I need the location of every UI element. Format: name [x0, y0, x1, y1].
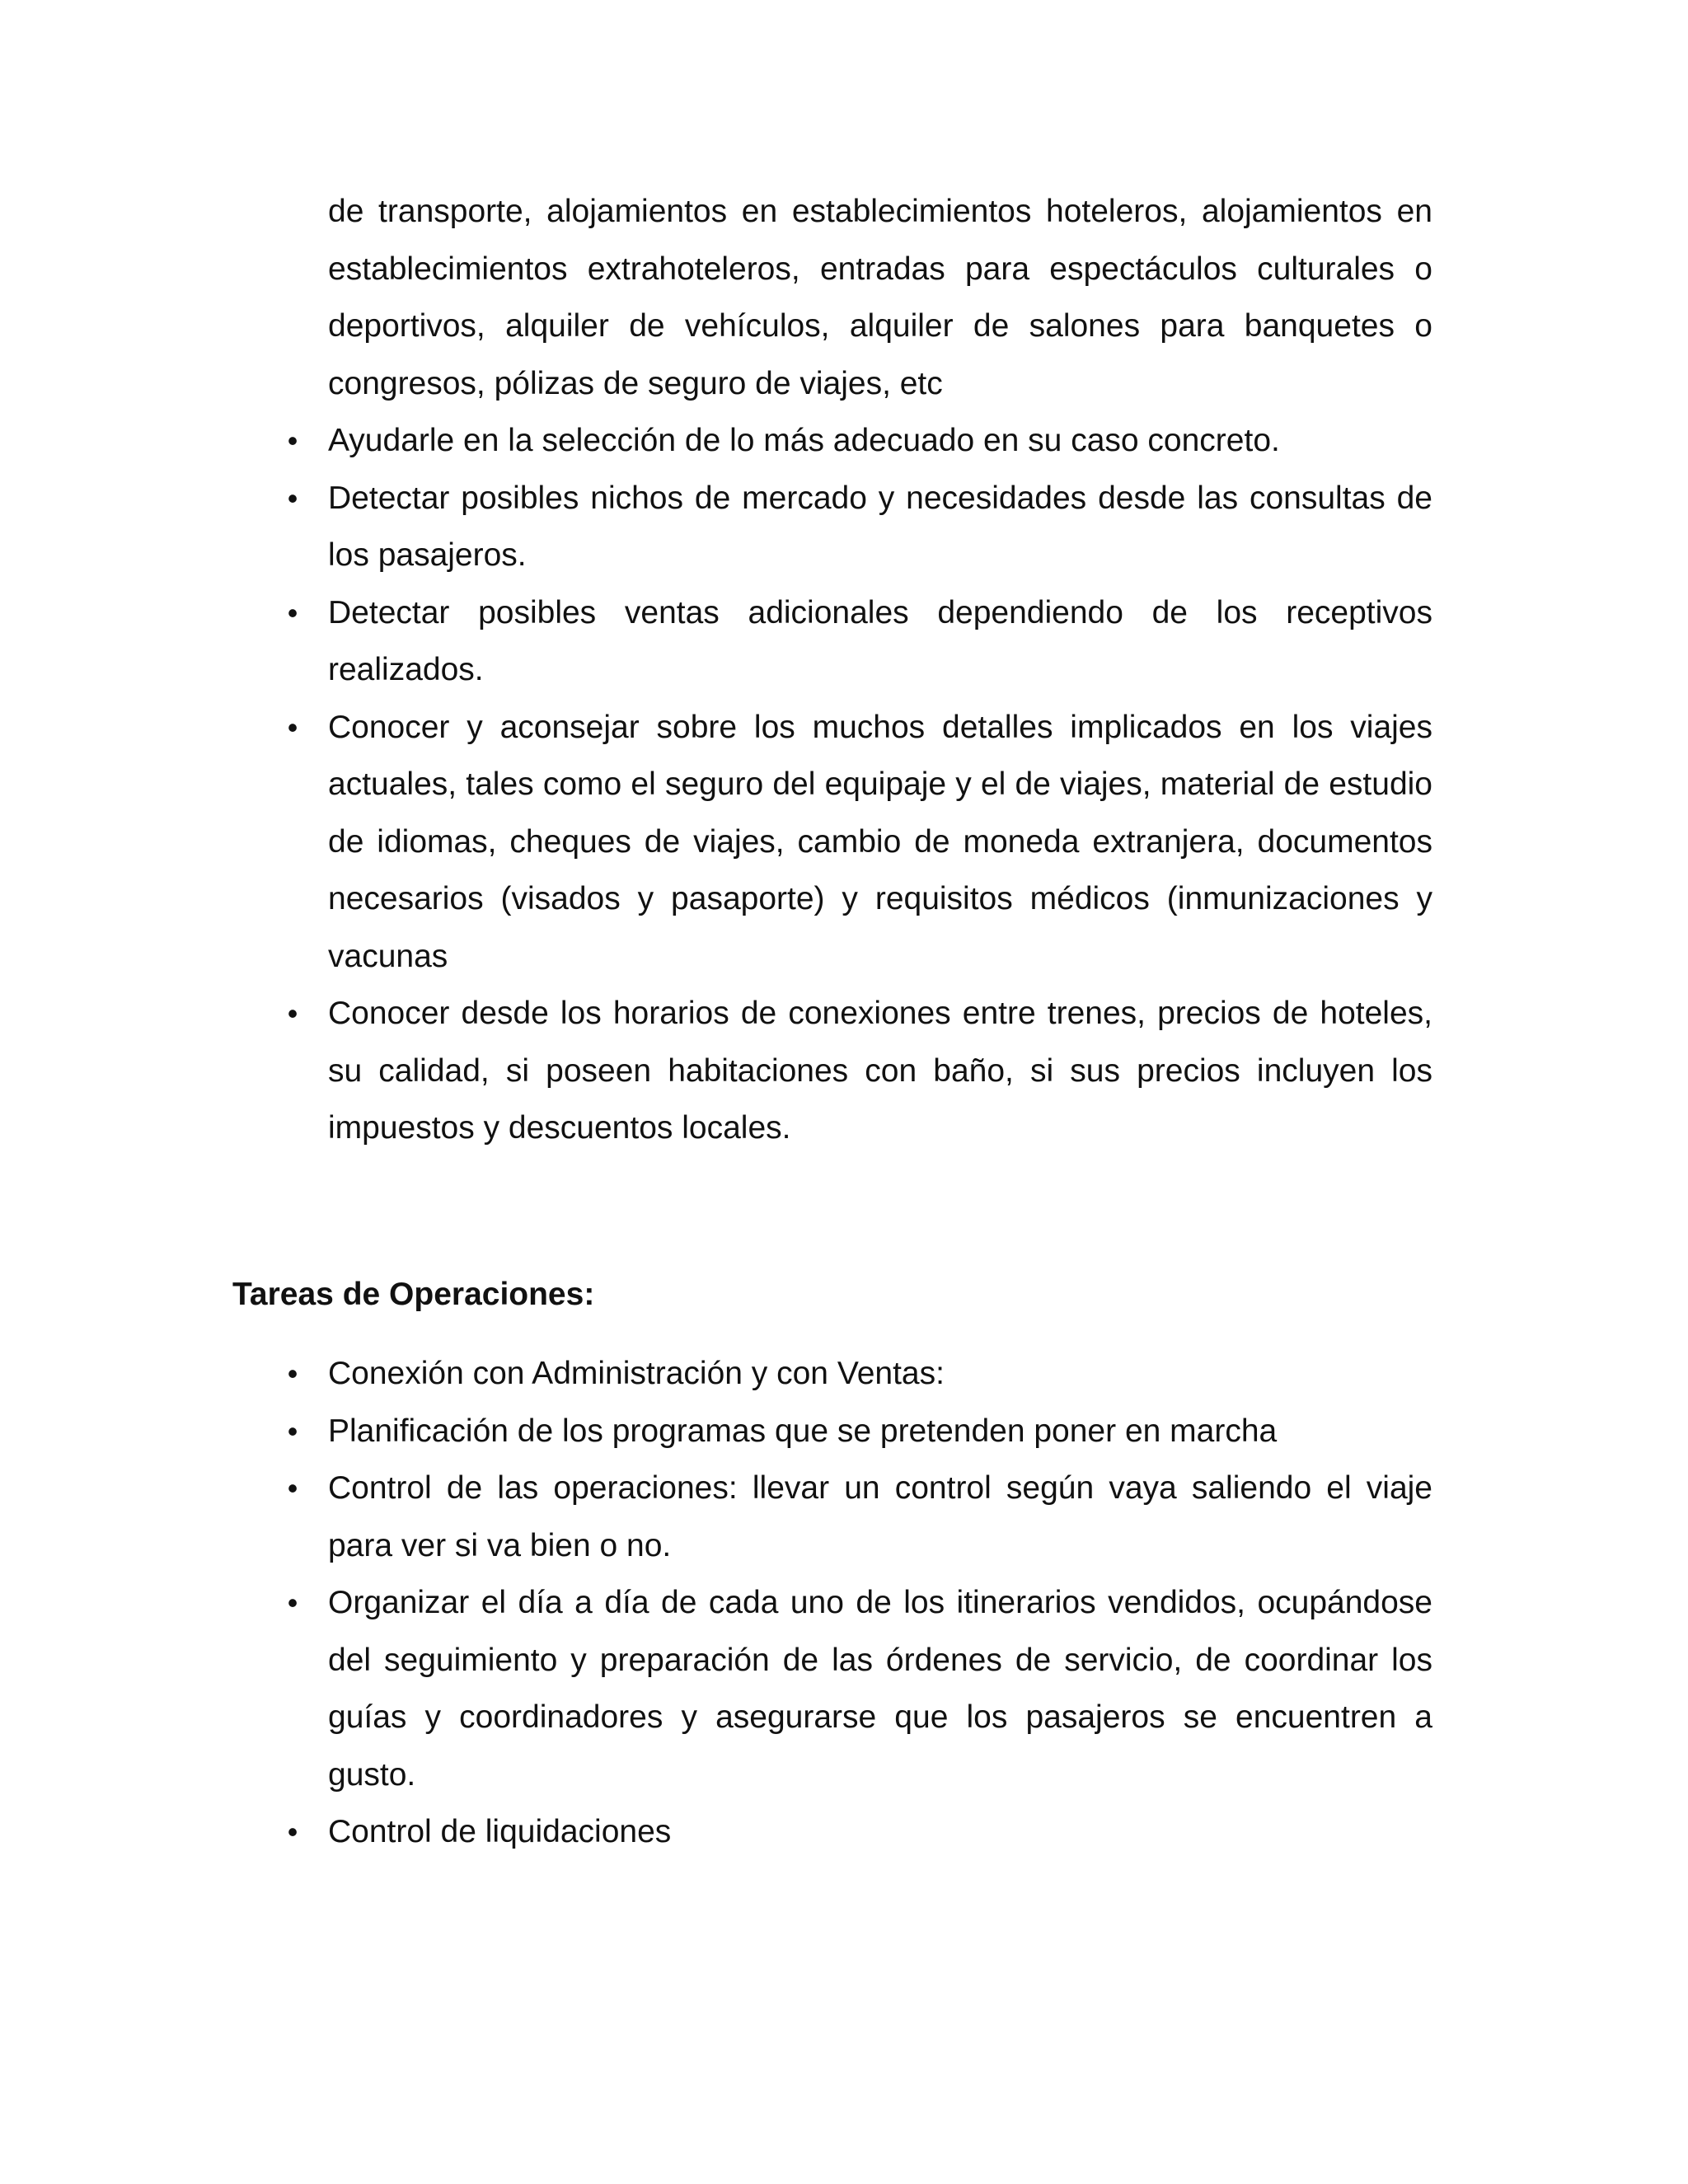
list-item-text: Conocer desde los horarios de conexiones entre trenes, precios de hoteles, su calidad, si poseen habitaciones con baño, si sus precios incluyen los impuestos y descuentos locales. [328, 996, 1432, 1146]
list-item [287, 1403, 1432, 1460]
list-item [287, 412, 1432, 470]
bullet-icon: • [287, 1357, 298, 1390]
list-item-text: Conocer y aconsejar sobre los muchos detalles implicados en los viajes actuales, tales como el seguro del equipaje y el de viajes, material de estudio de idiomas, cheques de viajes, cambio de moneda extranjera, documentos necesarios (visados y pasaporte) y requisitos médicos (inmunizaciones y vacunas [328, 709, 1432, 974]
list-item-text: Detectar posibles ventas adicionales dependiendo de los receptivos realizados. [328, 594, 1432, 687]
bullet-icon: • [287, 710, 298, 744]
list-item [287, 1460, 1432, 1574]
functions-bullet-list [287, 412, 1432, 1157]
list-item-text: Planificación de los programas que se pretenden poner en marcha [328, 1413, 1278, 1449]
bullet-icon: • [287, 1413, 298, 1448]
bullet-icon: • [287, 595, 298, 630]
list-item [287, 1803, 1432, 1861]
list-item [287, 699, 1432, 986]
bullet-icon: • [287, 1586, 298, 1619]
bullet-icon: • [287, 424, 298, 457]
list-item [287, 1574, 1432, 1803]
list-item-text: Conexión con Administración y con Ventas: [328, 1356, 945, 1391]
list-item [287, 584, 1432, 699]
section-heading: Tareas de Operaciones: [232, 1277, 595, 1312]
bullet-icon: • [287, 1471, 298, 1505]
operations-bullet-list [287, 1345, 1432, 1861]
list-item-text: Control de las operaciones: llevar un control según vaya saliendo el viaje para ver si va bien o no. [328, 1470, 1432, 1563]
list-item-text: Ayudarle en la selección de lo más adecuado en su caso concreto. [328, 423, 1280, 458]
list-item-text: Detectar posibles nichos de mercado y necesidades desde las consultas de los pasajeros. [328, 480, 1432, 573]
continuation-text: de transporte, alojamientos en establecimientos hoteleros, alojamientos en establecimientos extrahoteleros, entradas para espectáculos culturales o deportivos, alquiler de vehículos, alquiler de salones para banquetes o congresos, pólizas de seguro de viajes, etc [328, 194, 1432, 401]
list-item-text: Control de liquidaciones [328, 1814, 672, 1849]
list-item [287, 985, 1432, 1157]
bullet-icon: • [287, 1815, 298, 1849]
list-item [287, 1345, 1432, 1403]
continuation-paragraph [328, 183, 1432, 412]
list-item-text: Organizar el día a día de cada uno de los itinerarios vendidos, ocupándose del seguimiento y preparación de las órdenes de servicio, de coordinar los guías y coordinadores y asegurarse que los pasajeros se encuentren a gusto. [328, 1585, 1432, 1793]
bullet-icon: • [287, 480, 298, 515]
bullet-icon: • [287, 996, 298, 1030]
list-item [287, 470, 1432, 584]
